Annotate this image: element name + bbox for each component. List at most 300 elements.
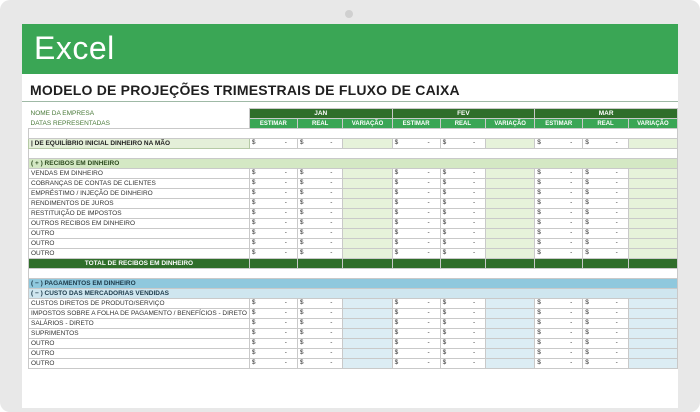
receipts-total-row [29, 259, 678, 269]
amount-cell[interactable] [535, 329, 583, 339]
amount-cell[interactable] [249, 359, 297, 369]
currency-symbol: $ [585, 169, 589, 176]
receipt-row [29, 199, 678, 209]
amount-value: - [615, 319, 618, 326]
variance-cell[interactable] [628, 239, 677, 249]
amount-cell[interactable] [392, 299, 440, 309]
amount-value: - [615, 199, 618, 206]
amount-cell[interactable] [297, 339, 343, 349]
amount-cell[interactable] [535, 189, 583, 199]
currency-symbol: $ [394, 169, 399, 176]
variance-cell[interactable] [343, 319, 392, 329]
currency-symbol: $ [299, 359, 304, 366]
amount-value: - [570, 249, 573, 256]
amount-value: - [284, 179, 287, 186]
amount-value: - [570, 229, 573, 236]
row-label: OUTRO [29, 349, 250, 359]
amount-value: - [472, 339, 476, 346]
currency-symbol: $ [442, 239, 447, 246]
amount-cell[interactable] [440, 139, 486, 149]
amount-value: - [330, 249, 333, 256]
currency-symbol: $ [537, 299, 541, 306]
amount-cell[interactable] [583, 189, 629, 199]
variance-cell[interactable] [343, 359, 392, 369]
variance-cell[interactable] [486, 299, 535, 309]
currency-symbol: $ [537, 189, 541, 196]
camera-dot [345, 10, 353, 18]
amount-cell[interactable] [392, 349, 440, 359]
amount-cell[interactable] [249, 219, 297, 229]
amount-cell[interactable] [297, 179, 343, 189]
currency-symbol: $ [251, 299, 256, 306]
currency-symbol: $ [394, 249, 399, 256]
amount-cell[interactable] [392, 169, 440, 179]
variance-cell[interactable] [628, 189, 677, 199]
amount-cell[interactable] [297, 199, 343, 209]
amount-cell[interactable] [440, 299, 486, 309]
currency-symbol: $ [442, 319, 447, 326]
currency-symbol: $ [537, 169, 541, 176]
amount-cell[interactable] [583, 309, 629, 319]
screen [22, 24, 678, 408]
variance-cell[interactable] [343, 309, 392, 319]
amount-cell[interactable] [297, 319, 343, 329]
amount-cell[interactable] [535, 219, 583, 229]
amount-cell[interactable] [249, 319, 297, 329]
amount-cell[interactable] [535, 359, 583, 369]
amount-cell[interactable] [297, 309, 343, 319]
amount-value: - [615, 189, 618, 196]
amount-value: - [284, 309, 287, 316]
amount-value: - [570, 239, 573, 246]
amount-cell[interactable] [583, 319, 629, 329]
amount-value: - [427, 199, 430, 206]
amount-cell[interactable] [392, 239, 440, 249]
currency-symbol: $ [442, 299, 447, 306]
amount-cell[interactable] [392, 229, 440, 239]
variance-cell[interactable] [343, 139, 392, 149]
amount-value: - [615, 339, 618, 346]
amount-value: - [330, 179, 333, 186]
variance-cell[interactable] [343, 349, 392, 359]
amount-value: - [615, 219, 618, 226]
variance-cell[interactable] [343, 209, 392, 219]
variance-cell[interactable] [486, 319, 535, 329]
amount-cell[interactable] [297, 329, 343, 339]
amount-value: - [330, 169, 333, 176]
amount-cell[interactable] [583, 219, 629, 229]
amount-cell[interactable] [583, 179, 629, 189]
amount-value: - [284, 139, 287, 146]
currency-symbol: $ [299, 229, 304, 236]
column-header: VARIAÇÃO [486, 119, 535, 129]
variance-cell[interactable] [486, 339, 535, 349]
amount-cell[interactable] [249, 329, 297, 339]
variance-cell[interactable] [628, 249, 677, 259]
currency-symbol: $ [251, 249, 256, 256]
variance-cell[interactable] [628, 229, 677, 239]
amount-cell[interactable] [249, 189, 297, 199]
payment-row [29, 349, 678, 359]
currency-symbol: $ [442, 169, 447, 176]
variance-cell[interactable] [628, 169, 677, 179]
amount-value: - [570, 299, 573, 306]
amount-cell[interactable] [392, 339, 440, 349]
variance-cell[interactable] [486, 229, 535, 239]
variance-cell[interactable] [343, 249, 392, 259]
amount-cell[interactable] [440, 339, 486, 349]
amount-value: - [615, 179, 618, 186]
amount-value: - [472, 169, 476, 176]
variance-cell[interactable] [486, 249, 535, 259]
amount-cell[interactable] [392, 319, 440, 329]
variance-cell[interactable] [486, 239, 535, 249]
currency-symbol: $ [442, 219, 447, 226]
variance-cell[interactable] [486, 309, 535, 319]
amount-value: - [570, 329, 573, 336]
amount-cell[interactable] [440, 239, 486, 249]
amount-cell[interactable] [583, 349, 629, 359]
amount-cell[interactable] [297, 239, 343, 249]
amount-value: - [472, 299, 476, 306]
amount-cell[interactable] [535, 319, 583, 329]
amount-value: - [570, 319, 573, 326]
amount-cell[interactable] [440, 229, 486, 239]
currency-symbol: $ [585, 239, 589, 246]
amount-value: - [615, 169, 618, 176]
amount-value: - [330, 329, 333, 336]
amount-cell[interactable] [535, 199, 583, 209]
amount-cell[interactable] [535, 339, 583, 349]
total-cell [628, 259, 677, 269]
variance-cell[interactable] [486, 349, 535, 359]
currency-symbol: $ [299, 319, 304, 326]
column-header: ESTIMAR [392, 119, 440, 129]
variance-cell[interactable] [486, 169, 535, 179]
amount-cell[interactable] [249, 139, 297, 149]
amount-value: - [427, 189, 430, 196]
app-title: Excel [34, 30, 115, 66]
currency-symbol: $ [537, 339, 541, 346]
row-label: SUPRIMENTOS [29, 329, 250, 339]
variance-cell[interactable] [486, 189, 535, 199]
variance-cell[interactable] [343, 239, 392, 249]
receipt-row [29, 219, 678, 229]
amount-value: - [427, 219, 430, 226]
amount-cell[interactable] [392, 189, 440, 199]
currency-symbol: $ [537, 219, 541, 226]
variance-cell[interactable] [486, 209, 535, 219]
amount-cell[interactable] [583, 209, 629, 219]
cashflow-grid [28, 108, 678, 369]
currency-symbol: $ [585, 199, 589, 206]
amount-value: - [427, 359, 430, 366]
amount-value: - [427, 299, 430, 306]
variance-cell[interactable] [486, 359, 535, 369]
amount-cell[interactable] [249, 299, 297, 309]
variance-cell[interactable] [486, 179, 535, 189]
currency-symbol: $ [394, 179, 399, 186]
amount-cell[interactable] [535, 299, 583, 309]
amount-value: - [330, 189, 333, 196]
currency-symbol: $ [537, 309, 541, 316]
amount-value: - [570, 199, 573, 206]
amount-value: - [472, 249, 476, 256]
amount-cell[interactable] [583, 339, 629, 349]
receipts-section-header [29, 159, 678, 169]
variance-cell[interactable] [343, 329, 392, 339]
amount-cell[interactable] [583, 199, 629, 209]
amount-cell[interactable] [249, 349, 297, 359]
amount-cell[interactable] [392, 199, 440, 209]
amount-cell[interactable] [535, 139, 583, 149]
amount-cell[interactable] [583, 359, 629, 369]
amount-cell[interactable] [392, 219, 440, 229]
currency-symbol: $ [537, 209, 541, 216]
receipt-row [29, 189, 678, 199]
amount-cell[interactable] [583, 139, 629, 149]
row-label: RESTITUIÇÃO DE IMPOSTOS [29, 209, 250, 219]
currency-symbol: $ [394, 239, 399, 246]
variance-cell[interactable] [628, 319, 677, 329]
amount-cell[interactable] [440, 319, 486, 329]
currency-symbol: $ [251, 339, 256, 346]
amount-value: - [284, 299, 287, 306]
currency-symbol: $ [251, 169, 256, 176]
amount-cell[interactable] [440, 359, 486, 369]
amount-value: - [284, 249, 287, 256]
amount-value: - [570, 339, 573, 346]
row-label: IMPOSTOS SOBRE A FOLHA DE PAGAMENTO / BENEFÍCIOS - DIRETO [29, 309, 250, 319]
currency-symbol: $ [251, 229, 256, 236]
amount-cell[interactable] [583, 299, 629, 309]
currency-symbol: $ [299, 249, 304, 256]
total-cell [535, 259, 583, 269]
amount-value: - [284, 349, 287, 356]
currency-symbol: $ [537, 229, 541, 236]
currency-symbol: $ [251, 359, 256, 366]
row-label: EMPRÉSTIMO / INJEÇÃO DE DINHEIRO [29, 189, 250, 199]
currency-symbol: $ [394, 319, 399, 326]
variance-cell[interactable] [343, 179, 392, 189]
amount-value: - [330, 209, 333, 216]
amount-value: - [427, 319, 430, 326]
currency-symbol: $ [394, 189, 399, 196]
amount-value: - [427, 249, 430, 256]
variance-cell[interactable] [628, 309, 677, 319]
amount-cell[interactable] [440, 209, 486, 219]
amount-cell[interactable] [249, 239, 297, 249]
amount-cell[interactable] [583, 329, 629, 339]
amount-value: - [427, 229, 430, 236]
amount-cell[interactable] [440, 199, 486, 209]
amount-value: - [472, 329, 476, 336]
receipt-row [29, 249, 678, 259]
amount-value: - [330, 309, 333, 316]
variance-cell[interactable] [343, 229, 392, 239]
variance-cell[interactable] [486, 139, 535, 149]
currency-symbol: $ [394, 199, 399, 206]
amount-cell[interactable] [583, 249, 629, 259]
variance-cell[interactable] [343, 299, 392, 309]
amount-cell[interactable] [297, 359, 343, 369]
amount-cell[interactable] [249, 179, 297, 189]
amount-value: - [472, 179, 476, 186]
amount-cell[interactable] [392, 179, 440, 189]
amount-value: - [570, 209, 573, 216]
amount-value: - [427, 239, 430, 246]
variance-cell[interactable] [628, 339, 677, 349]
amount-cell[interactable] [440, 249, 486, 259]
row-label: OUTRO [29, 359, 250, 369]
variance-cell[interactable] [343, 339, 392, 349]
amount-cell[interactable] [392, 209, 440, 219]
variance-cell[interactable] [628, 209, 677, 219]
receipts-header: ( + ) RECIBOS EM DINHEIRO [29, 159, 678, 169]
currency-symbol: $ [251, 309, 256, 316]
amount-cell[interactable] [535, 309, 583, 319]
amount-cell[interactable] [440, 219, 486, 229]
company-label: NOME DA EMPRESA [29, 109, 250, 119]
amount-cell[interactable] [297, 249, 343, 259]
amount-cell[interactable] [297, 189, 343, 199]
variance-cell[interactable] [343, 219, 392, 229]
amount-cell[interactable] [440, 179, 486, 189]
amount-cell[interactable] [297, 139, 343, 149]
currency-symbol: $ [394, 329, 399, 336]
column-header: REAL [440, 119, 486, 129]
amount-cell[interactable] [440, 169, 486, 179]
total-cell [486, 259, 535, 269]
currency-symbol: $ [442, 139, 447, 146]
variance-cell[interactable] [628, 219, 677, 229]
amount-value: - [284, 239, 287, 246]
total-cell [440, 259, 486, 269]
variance-cell[interactable] [628, 329, 677, 339]
amount-cell[interactable] [249, 169, 297, 179]
amount-cell[interactable] [297, 209, 343, 219]
amount-cell[interactable] [535, 349, 583, 359]
amount-cell[interactable] [535, 239, 583, 249]
amount-cell[interactable] [392, 249, 440, 259]
amount-cell[interactable] [535, 229, 583, 239]
total-cell [343, 259, 392, 269]
variance-cell[interactable] [343, 169, 392, 179]
currency-symbol: $ [442, 249, 447, 256]
variance-cell[interactable] [343, 199, 392, 209]
amount-value: - [472, 139, 476, 146]
column-header: REAL [297, 119, 343, 129]
amount-value: - [330, 339, 333, 346]
amount-cell[interactable] [249, 199, 297, 209]
amount-cell[interactable] [535, 209, 583, 219]
amount-value: - [570, 179, 573, 186]
column-header: VARIAÇÃO [628, 119, 677, 129]
variance-cell[interactable] [486, 199, 535, 209]
amount-cell[interactable] [440, 329, 486, 339]
row-label: OUTRO [29, 239, 250, 249]
amount-value: - [472, 319, 476, 326]
variance-cell[interactable] [628, 139, 677, 149]
amount-cell[interactable] [392, 329, 440, 339]
amount-cell[interactable] [297, 299, 343, 309]
cogs-section-header [29, 289, 678, 299]
amount-cell[interactable] [583, 169, 629, 179]
variance-cell[interactable] [628, 199, 677, 209]
currency-symbol: $ [251, 139, 256, 146]
amount-value: - [615, 139, 618, 146]
payment-row [29, 339, 678, 349]
receipt-row [29, 179, 678, 189]
amount-cell[interactable] [249, 249, 297, 259]
amount-cell[interactable] [392, 309, 440, 319]
amount-cell[interactable] [392, 139, 440, 149]
amount-value: - [570, 359, 573, 366]
total-cell [249, 259, 297, 269]
amount-cell[interactable] [392, 359, 440, 369]
currency-symbol: $ [251, 209, 256, 216]
variance-cell[interactable] [628, 359, 677, 369]
payment-row [29, 299, 678, 309]
amount-cell[interactable] [249, 229, 297, 239]
amount-cell[interactable] [583, 239, 629, 249]
row-label: OUTRO [29, 249, 250, 259]
amount-value: - [330, 319, 333, 326]
variance-cell[interactable] [486, 329, 535, 339]
receipt-row [29, 209, 678, 219]
amount-value: - [570, 189, 573, 196]
total-cell [392, 259, 440, 269]
amount-cell[interactable] [297, 219, 343, 229]
amount-cell[interactable] [297, 169, 343, 179]
currency-symbol: $ [394, 209, 399, 216]
currency-symbol: $ [299, 209, 304, 216]
amount-cell[interactable] [249, 209, 297, 219]
amount-value: - [472, 359, 476, 366]
row-label: OUTRO [29, 339, 250, 349]
amount-cell[interactable] [535, 179, 583, 189]
variance-cell[interactable] [343, 189, 392, 199]
amount-cell[interactable] [249, 339, 297, 349]
amount-cell[interactable] [297, 229, 343, 239]
amount-cell[interactable] [297, 349, 343, 359]
currency-symbol: $ [585, 209, 589, 216]
variance-cell[interactable] [628, 179, 677, 189]
currency-symbol: $ [537, 359, 541, 366]
currency-symbol: $ [537, 249, 541, 256]
row-label: CUSTOS DIRETOS DE PRODUTO/SERVIÇO [29, 299, 250, 309]
currency-symbol: $ [585, 319, 589, 326]
amount-cell[interactable] [535, 249, 583, 259]
variance-cell[interactable] [486, 219, 535, 229]
variance-cell[interactable] [628, 349, 677, 359]
amount-cell[interactable] [535, 169, 583, 179]
amount-cell[interactable] [440, 309, 486, 319]
payments-header: ( − ) PAGAMENTOS EM DINHEIRO [29, 279, 678, 289]
amount-cell[interactable] [440, 349, 486, 359]
currency-symbol: $ [394, 219, 399, 226]
amount-cell[interactable] [440, 189, 486, 199]
currency-symbol: $ [442, 229, 447, 236]
spacer [29, 149, 678, 159]
amount-cell[interactable] [249, 309, 297, 319]
column-header: REAL [583, 119, 629, 129]
amount-cell[interactable] [583, 229, 629, 239]
variance-cell[interactable] [628, 299, 677, 309]
amount-value: - [427, 209, 430, 216]
amount-value: - [472, 219, 476, 226]
amount-value: - [570, 169, 573, 176]
